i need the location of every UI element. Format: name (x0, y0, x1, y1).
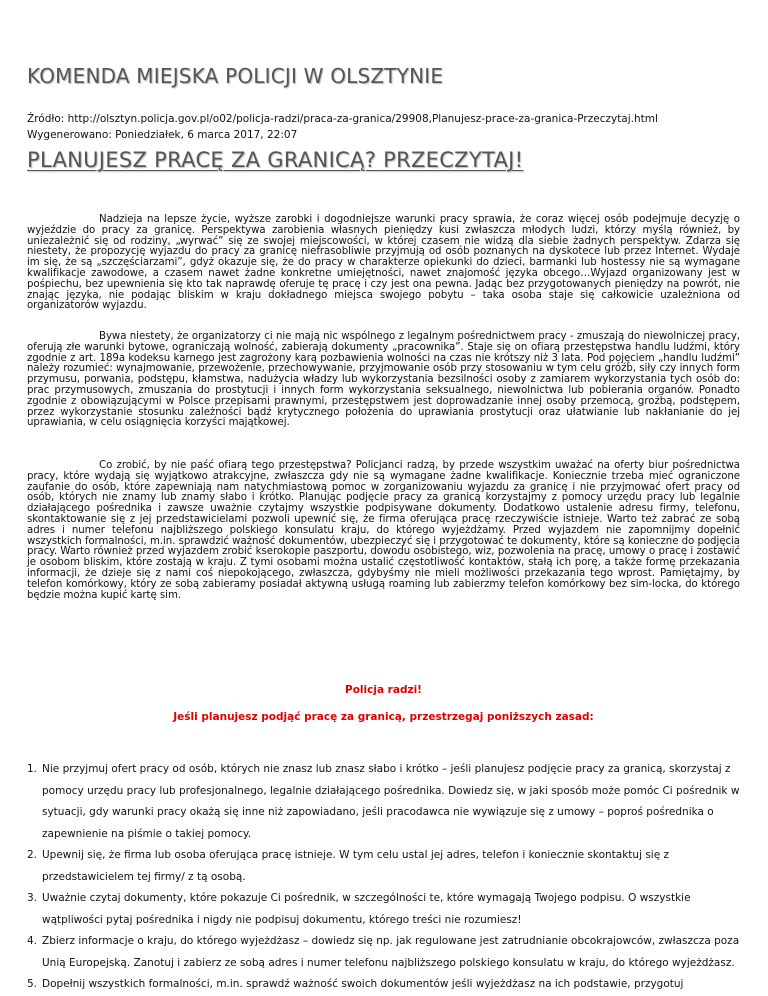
list-number: 1. (27, 763, 38, 775)
list-item-text: Upewnij się, że firma lub osoba oferująca pracę istnieje. W tym celu ustal jej adres, telefon i koniecznie skontaktuj się z przedstawicielem tej firmy/ z tą osobą. (42, 849, 670, 883)
list-item-text: Zbierz informacje o kraju, do którego wyjeżdżasz – dowiedz się np. jak regulowane jest zatrudnianie obcokrajowców, zwłaszcza poza Unią Europejską. Zanotuj i zabierz ze sobą adres i numer telefonu najbliższego polskiego konsulatu w kraju, do którego wyjeżdżasz. (42, 935, 740, 969)
list-item-text: Dopełnij wszystkich formalności, m.in. sprawdź ważność swoich dokumentów jeśli wyjeżdżasz na ich podstawie, przygotuj (42, 978, 684, 990)
article-title: PLANUJESZ PRACĘ ZA GRANICĄ? PRZECZYTAJ! (27, 148, 524, 172)
article-paragraph-2 (27, 332, 740, 429)
paragraph-text: Nadzieja na lepsze życie, wyższe zarobki i dogodniejsze warunki pracy sprawia, że coraz więcej osób podejmuje decyzję o wyjeździe do pracy za granicę. Perspektywa zarobienia własnych pieniędzy kusi zwłaszcza młodych ludzi, którzy myślą również, by uniezależnić się od rodziny, „wyrwać” się ze swojej miejscowości, w której czasem nie widzą dla siebie żadnych perspektyw. Zdarza się niestety, że propozycję wyjazdu do pracy za granicę niefrasobliwie przyjmują od osób poznanych na dyskotece lub przez Internet. Wydaje im się, że są „szczęściarzami”, gdyż okazuje się, że do pracy w charakterze opiekunki do dzieci, barmanki lub hostessy nie są wymagane kwalifikacje zawodowe, a czasem nawet żadne konkretne umiejętności, nawet znajomość języka obcego…Wyjazd organizowany jest w pośpiechu, bez upewnienia się kto tak naprawdę oferuje tę pracę i czy jest ona pewna. Jadąc bez przygotowanych pieniędzy na powrót, nie znając języka, nie podając bliskim w kraju dokładnego miejsca swojego pobytu – taka osoba staje się całkowicie uzależniona od organizatorów wyjazdu. (27, 214, 740, 312)
document-meta (27, 111, 658, 143)
advice-title: Policja radzi! (345, 684, 422, 696)
list-number: 4. (27, 935, 38, 947)
list-item-text: Uważnie czytaj dokumenty, które pokazuje Ci pośrednik, w szczególności te, które wymagają Twojego podpisu. O wszystkie wątpliwości pytaj pośrednika i nigdy nie podpisuj dokumentu, którego treści nie rozumiesz! (42, 892, 691, 926)
article-paragraph-3 (27, 461, 740, 601)
list-item (27, 931, 740, 974)
advice-subtitle: Jeśli planujesz podjąć pracę za granicą, przestrzegaj poniższych zasad: (173, 711, 594, 723)
list-number: 3. (27, 892, 38, 904)
list-number: 2. (27, 849, 38, 861)
paragraph-text: Bywa niestety, że organizatorzy ci nie mają nic wspólnego z legalnym pośrednictwem pracy - zmuszają do niewolniczej pracy, oferują złe warunki bytowe, ograniczają wolność, zabierają dokumenty „pracownika”. Staje się on ofiarą przestępstwa handlu ludźmi, który zgodnie z art. 189a kodeksu karnego jest zagrożony karą pozbawienia wolności na czas nie krótszy niż 3 lata. Pod pojęciem „handlu ludźmi” należy rozumieć: wynajmowanie, przewożenie, przechowywanie, przyjmowanie osób przy stosowaniu w tym celu gróźb, siły czy innych form przymusu, porwania, podstępu, kłamstwa, nadużycia władzy lub wykorzystania bezsilności osoby z zamiarem wykorzystania tych osób do: prac przymusowych, zmuszania do prostytucji i innych form wykorzystania seksualnego, niewolnictwa lub pobierania organów. Ponadto zgodnie z obowiązującymi w Polsce przepisami prawnymi, przestępstwem jest doprowadzanie innej osoby przemocą, groźbą, podstępem, przez wykorzystanie stosunku zależności bądź krytycznego położenia do uprawiania prostytucji oraz ułatwianie lub nakłanianie do jej uprawiania, w celu osiągnięcia korzyści majątkowej. (27, 331, 740, 429)
list-item-text: Nie przyjmuj ofert pracy od osób, których nie znasz lub znasz słabo i krótko – jeśli planujesz podjęcie pracy za granicą, skorzystaj z pomocy urzędu pracy lub profesjonalnego, legalnie działającego pośrednika. Dowiedz się, w jaki sposób może pomóc Ci pośrednik w sytuacji, gdy warunki pracy okażą się inne niż zapowiadano, jeśli pracodawca nie wywiązuje się z umowy – poproś pośrednika o zapewnienie na piśmie o takiej pomocy. (42, 763, 740, 840)
list-item (27, 888, 740, 931)
list-item (27, 974, 740, 996)
source-url: Źródło: http://olsztyn.policja.gov.pl/o02/policja-radzi/praca-za-granica/29908,Planujesz-prace-za-granica-Przeczytaj.html (27, 113, 658, 125)
paragraph-text: Co zrobić, by nie paść ofiarą tego przestępstwa? Policjanci radzą, by przede wszystkim uważać na oferty biur pośrednictwa pracy, które wydają się wyjątkowo atrakcyjne, zwłaszcza gdy nie są wymagane żadne kwalifikacje. Koniecznie trzeba mieć ograniczone zaufanie do osób, które zapewniają nam natychmiastową pomoc w zorganizowaniu wyjazdu za granicę i nie przyjmować ofert pracy od osób, których nie znamy lub znamy słabo i krótko. Planując podjęcie pracy za granicą korzystajmy z pomocy urzędu pracy lub legalnie działającego pośrednika i zawsze uważnie czytajmy wszystkie podpisywane dokumenty. Dodatkowo ustalenie adresu firmy, telefonu, skontaktowanie się z jej przedstawicielami pozwoli upewnić się, że firma oferująca pracę rzeczywiście istnieje. Warto też zabrać ze sobą adres i numer telefonu najbliższego polskiego konsulatu kraju, do którego wyjeżdżamy. Przed wyjazdem nie zapomnijmy dopełnić wszystkich formalności, m.in. sprawdzić ważność dokumentów, ubezpieczyć się i przygotować te dokumenty, które są konieczne do podjęcia pracy. Warto również przed wyjazdem zrobić kserokopie paszportu, dowodu osobistego, wiz, pozwolenia na pracę, umowy o pracę i zostawić je osobom bliskim, które zostają w kraju. Z tymi osobami można ustalić częstotliwość kontaktów, stałą ich porę, a także formę przekazania informacji, że dzieje się z nami coś niepokojącego, zwłaszcza, gdybyśmy nie mieli możliwości przekazania tego wprost. Pamiętajmy, by telefon komórkowy, który ze sobą zabieramy posiadał aktywną usługą roaming lub zabierzmy telefon komórkowy bez sim-locka, do którego będzie można kupić kartę sim. (27, 460, 740, 601)
list-number: 5. (27, 978, 38, 990)
rules-list (27, 759, 740, 996)
site-title: KOMENDA MIEJSKA POLICJI W OLSZTYNIE (27, 64, 444, 88)
article-paragraph-1 (27, 215, 740, 312)
generated-date: Wygenerowano: Poniedziałek, 6 marca 2017, 22:07 (27, 129, 298, 141)
list-item (27, 845, 740, 888)
list-item (27, 759, 740, 845)
